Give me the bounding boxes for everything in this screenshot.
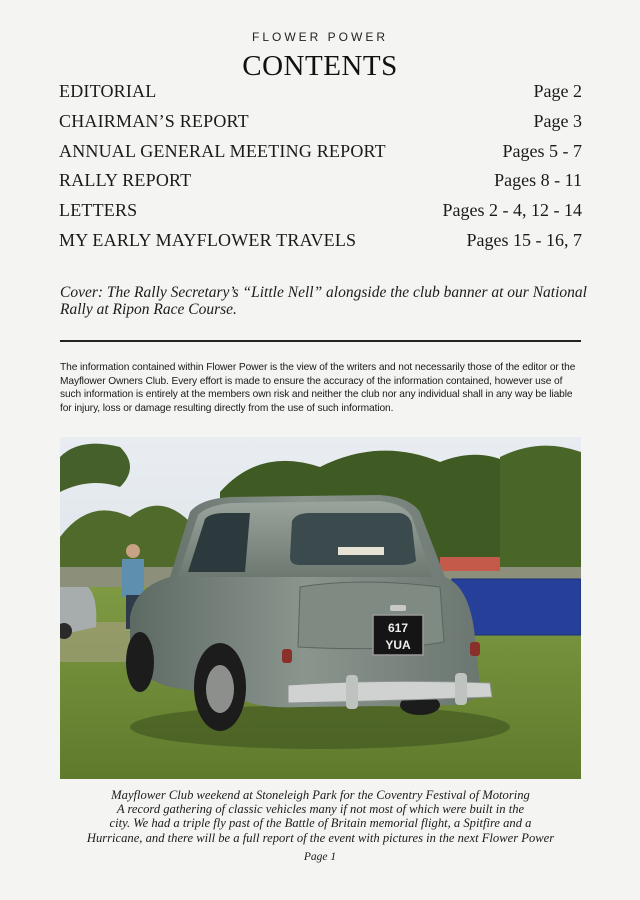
disclaimer: The information contained within Flower Power is the view of the writers and not necessarily those of the editor or the Mayflower Owners Club. Every effort is made to ensure the accuracy of the information contained, however use of such information is entirely at the members own risk and neither the club nor any individual shall in any way be liable for injury, loss or damage resulting directly from the use of such information.	[60, 362, 576, 414]
toc-entry	[59, 230, 582, 260]
divider	[60, 340, 581, 342]
license-plate-line1: 617	[387, 621, 409, 635]
toc-entry	[59, 200, 582, 230]
toc-entry	[59, 170, 582, 200]
toc-entry-title: CHAIRMAN’S REPORT	[59, 110, 249, 131]
toc-entry-title: EDITORIAL	[59, 81, 157, 101]
caption-line: A record gathering of classic vehicles many if not most of which were built in the	[116, 802, 525, 817]
caption-line: Mayflower Club weekend at Stoneleigh Park for the Coventry Festival of Motoring	[111, 788, 530, 802]
toc-entry-pages: Pages 5 - 7	[502, 140, 582, 161]
toc-entry-pages: Page 2	[533, 81, 582, 101]
contents-title: CONTENTS	[242, 50, 398, 82]
toc-entry-pages: Page 3	[533, 110, 582, 131]
table-of-contents	[59, 81, 582, 260]
cover-photo	[60, 437, 581, 779]
license-plate-line2: YUA	[385, 638, 411, 652]
masthead: FLOWER POWER	[251, 30, 388, 44]
toc-entry-title: RALLY REPORT	[59, 170, 192, 191]
page-number: Page 1	[303, 851, 337, 863]
toc-entry-title: ANNUAL GENERAL MEETING REPORT	[59, 140, 386, 161]
caption-line: city. We had a triple fly past of the Battle of Britain memorial flight, a Spitfire and a	[109, 816, 532, 831]
toc-entry	[59, 81, 582, 111]
cover-note: Cover: The Rally Secretary’s “Little Nell” alongside the club banner at our National Rally at Ripon Race Course.	[60, 284, 587, 318]
toc-entry-pages: Pages 2 - 4, 12 - 14	[442, 200, 582, 221]
caption-line: Hurricane, and there will be a full report of the event with pictures in the next Flower Power	[86, 830, 555, 845]
toc-entry-pages: Pages 15 - 16, 7	[466, 229, 582, 250]
toc-entry-title: LETTERS	[59, 200, 138, 221]
toc-entry-title: MY EARLY MAYFLOWER TRAVELS	[59, 229, 357, 250]
toc-entry-pages: Pages 8 - 11	[494, 170, 582, 191]
toc-entry	[59, 111, 582, 141]
toc-entry	[59, 141, 582, 171]
photo-caption	[60, 788, 581, 845]
